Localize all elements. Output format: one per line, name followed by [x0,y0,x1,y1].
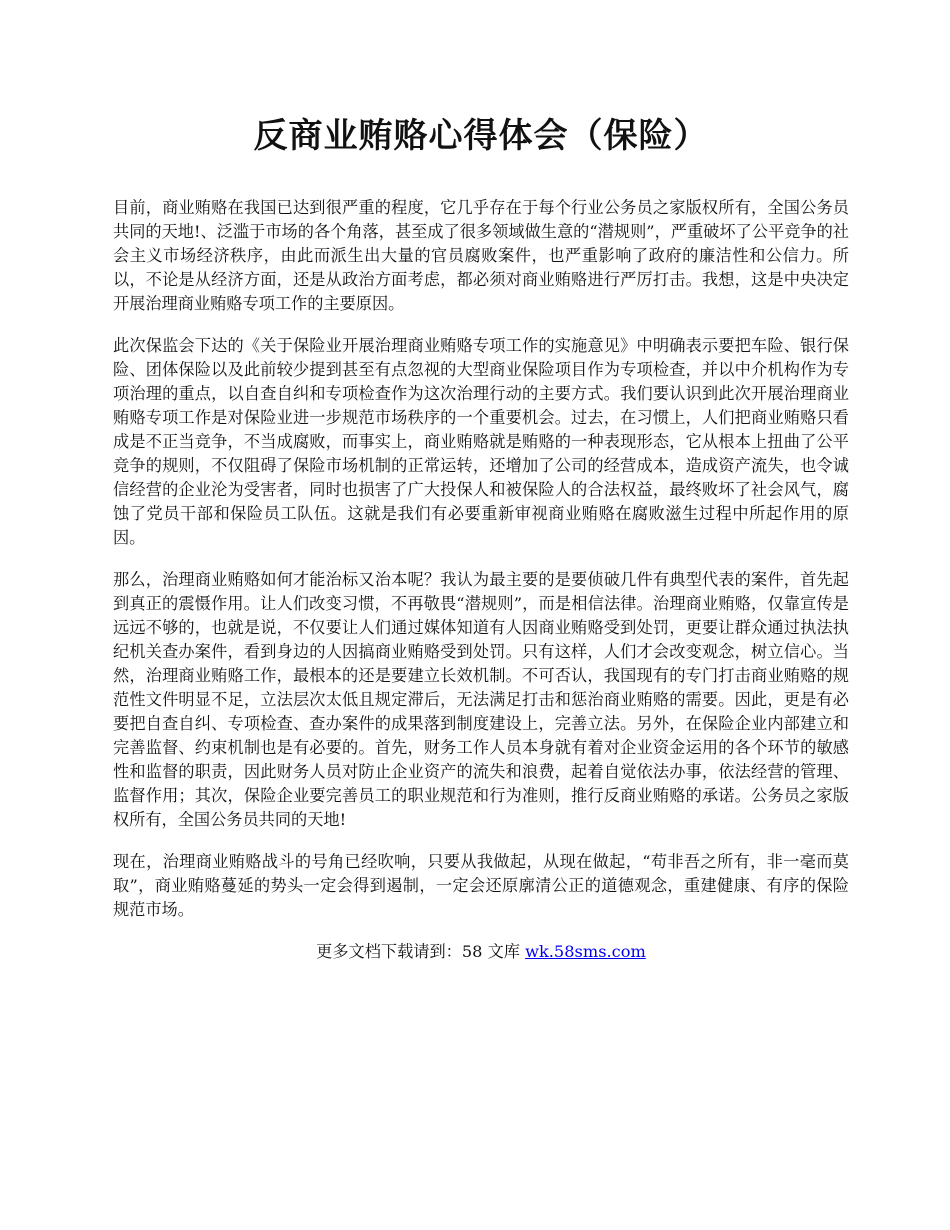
paragraph-3: 那么，治理商业贿赂如何才能治标又治本呢？我认为最主要的是要侦破几件有典型代表的案件，首先起到真正的震慑作用。让人们改变习惯，不再敬畏“潜规则”，而是相信法律。治理商业贿赂，仅靠宣传是远远不够的，也就是说，不仅要让人们通过媒体知道有人因商业贿赂受到处罚，更要让群众通过执法执纪机关查办案件，看到身边的人因搞商业贿赂受到处罚。只有这样，人们才会改变观念，树立信心。当然，治理商业贿赂工作，最根本的还是要建立长效机制。不可否认，我国现有的专门打击商业贿赂的规范性文件明显不足，立法层次太低且规定滞后，无法满足打击和惩治商业贿赂的需要。因此，更是有必要把自查自纠、专项检查、查办案件的成果落到制度建设上，完善立法。另外，在保险企业内部建立和完善监督、约束机制也是有必要的。首先，财务工作人员本身就有着对企业资金运用的各个环节的敏感性和监督的职责，因此财务人员对防止企业资产的流失和浪费，起着自觉依法办事，依法经营的管理、监督作用；其次，保险企业要完善员工的职业规范和行为准则，推行反商业贿赂的承诺。公务员之家版权所有，全国公务员共同的天地! [113,570,849,829]
paragraph-1: 目前，商业贿赂在我国已达到很严重的程度，它几乎存在于每个行业公务员之家版权所有，全国公务员共同的天地!、泛滥于市场的各个角落，甚至成了很多领域做生意的“潜规则”，严重破坏了公平竞争的社会主义市场经济秩序，由此而派生出大量的官员腐败案件，也严重影响了政府的廉洁性和公信力。所以，不论是从经济方面，还是从政治方面考虑，都必须对商业贿赂进行严厉打击。我想，这是中央决定开展治理商业贿赂专项工作的主要原因。 [113,198,849,313]
document-page [113,112,849,964]
paragraph-4: 现在，治理商业贿赂战斗的号角已经吹响，只要从我做起，从现在做起，“苟非吾之所有，非一毫而莫取”，商业贿赂蔓延的势头一定会得到遏制，一定会还原廓清公正的道德观念，重建健康、有序的保险规范市场。 [113,852,849,919]
download-footer [113,940,849,964]
footer-text: 更多文档下载请到：58 文库 [316,942,526,961]
paragraph-2: 此次保监会下达的《关于保险业开展治理商业贿赂专项工作的实施意见》中明确表示要把车险、银行保险、团体保险以及此前较少提到甚至有点忽视的大型商业保险项目作为专项检查，并以中介机构作为专项治理的重点，以自查自纠和专项检查作为这次治理行动的主要方式。我们要认识到此次开展治理商业贿赂专项工作是对保险业进一步规范市场秩序的一个重要机会。过去，在习惯上，人们把商业贿赂只看成是不正当竞争，不当成腐败，而事实上，商业贿赂就是贿赂的一种表现形态，它从根本上扭曲了公平竞争的规则，不仅阻碍了保险市场机制的正常运转，还增加了公司的经营成本，造成资产流失，也令诚信经营的企业沦为受害者，同时也损害了广大投保人和被保险人的合法权益，最终败坏了社会风气，腐蚀了党员干部和保险员工队伍。这就是我们有必要重新审视商业贿赂在腐败滋生过程中所起作用的原因。 [113,336,849,547]
footer-link[interactable]: wk.58sms.com [525,942,646,961]
document-title: 反商业贿赂心得体会（保险） [253,116,709,156]
